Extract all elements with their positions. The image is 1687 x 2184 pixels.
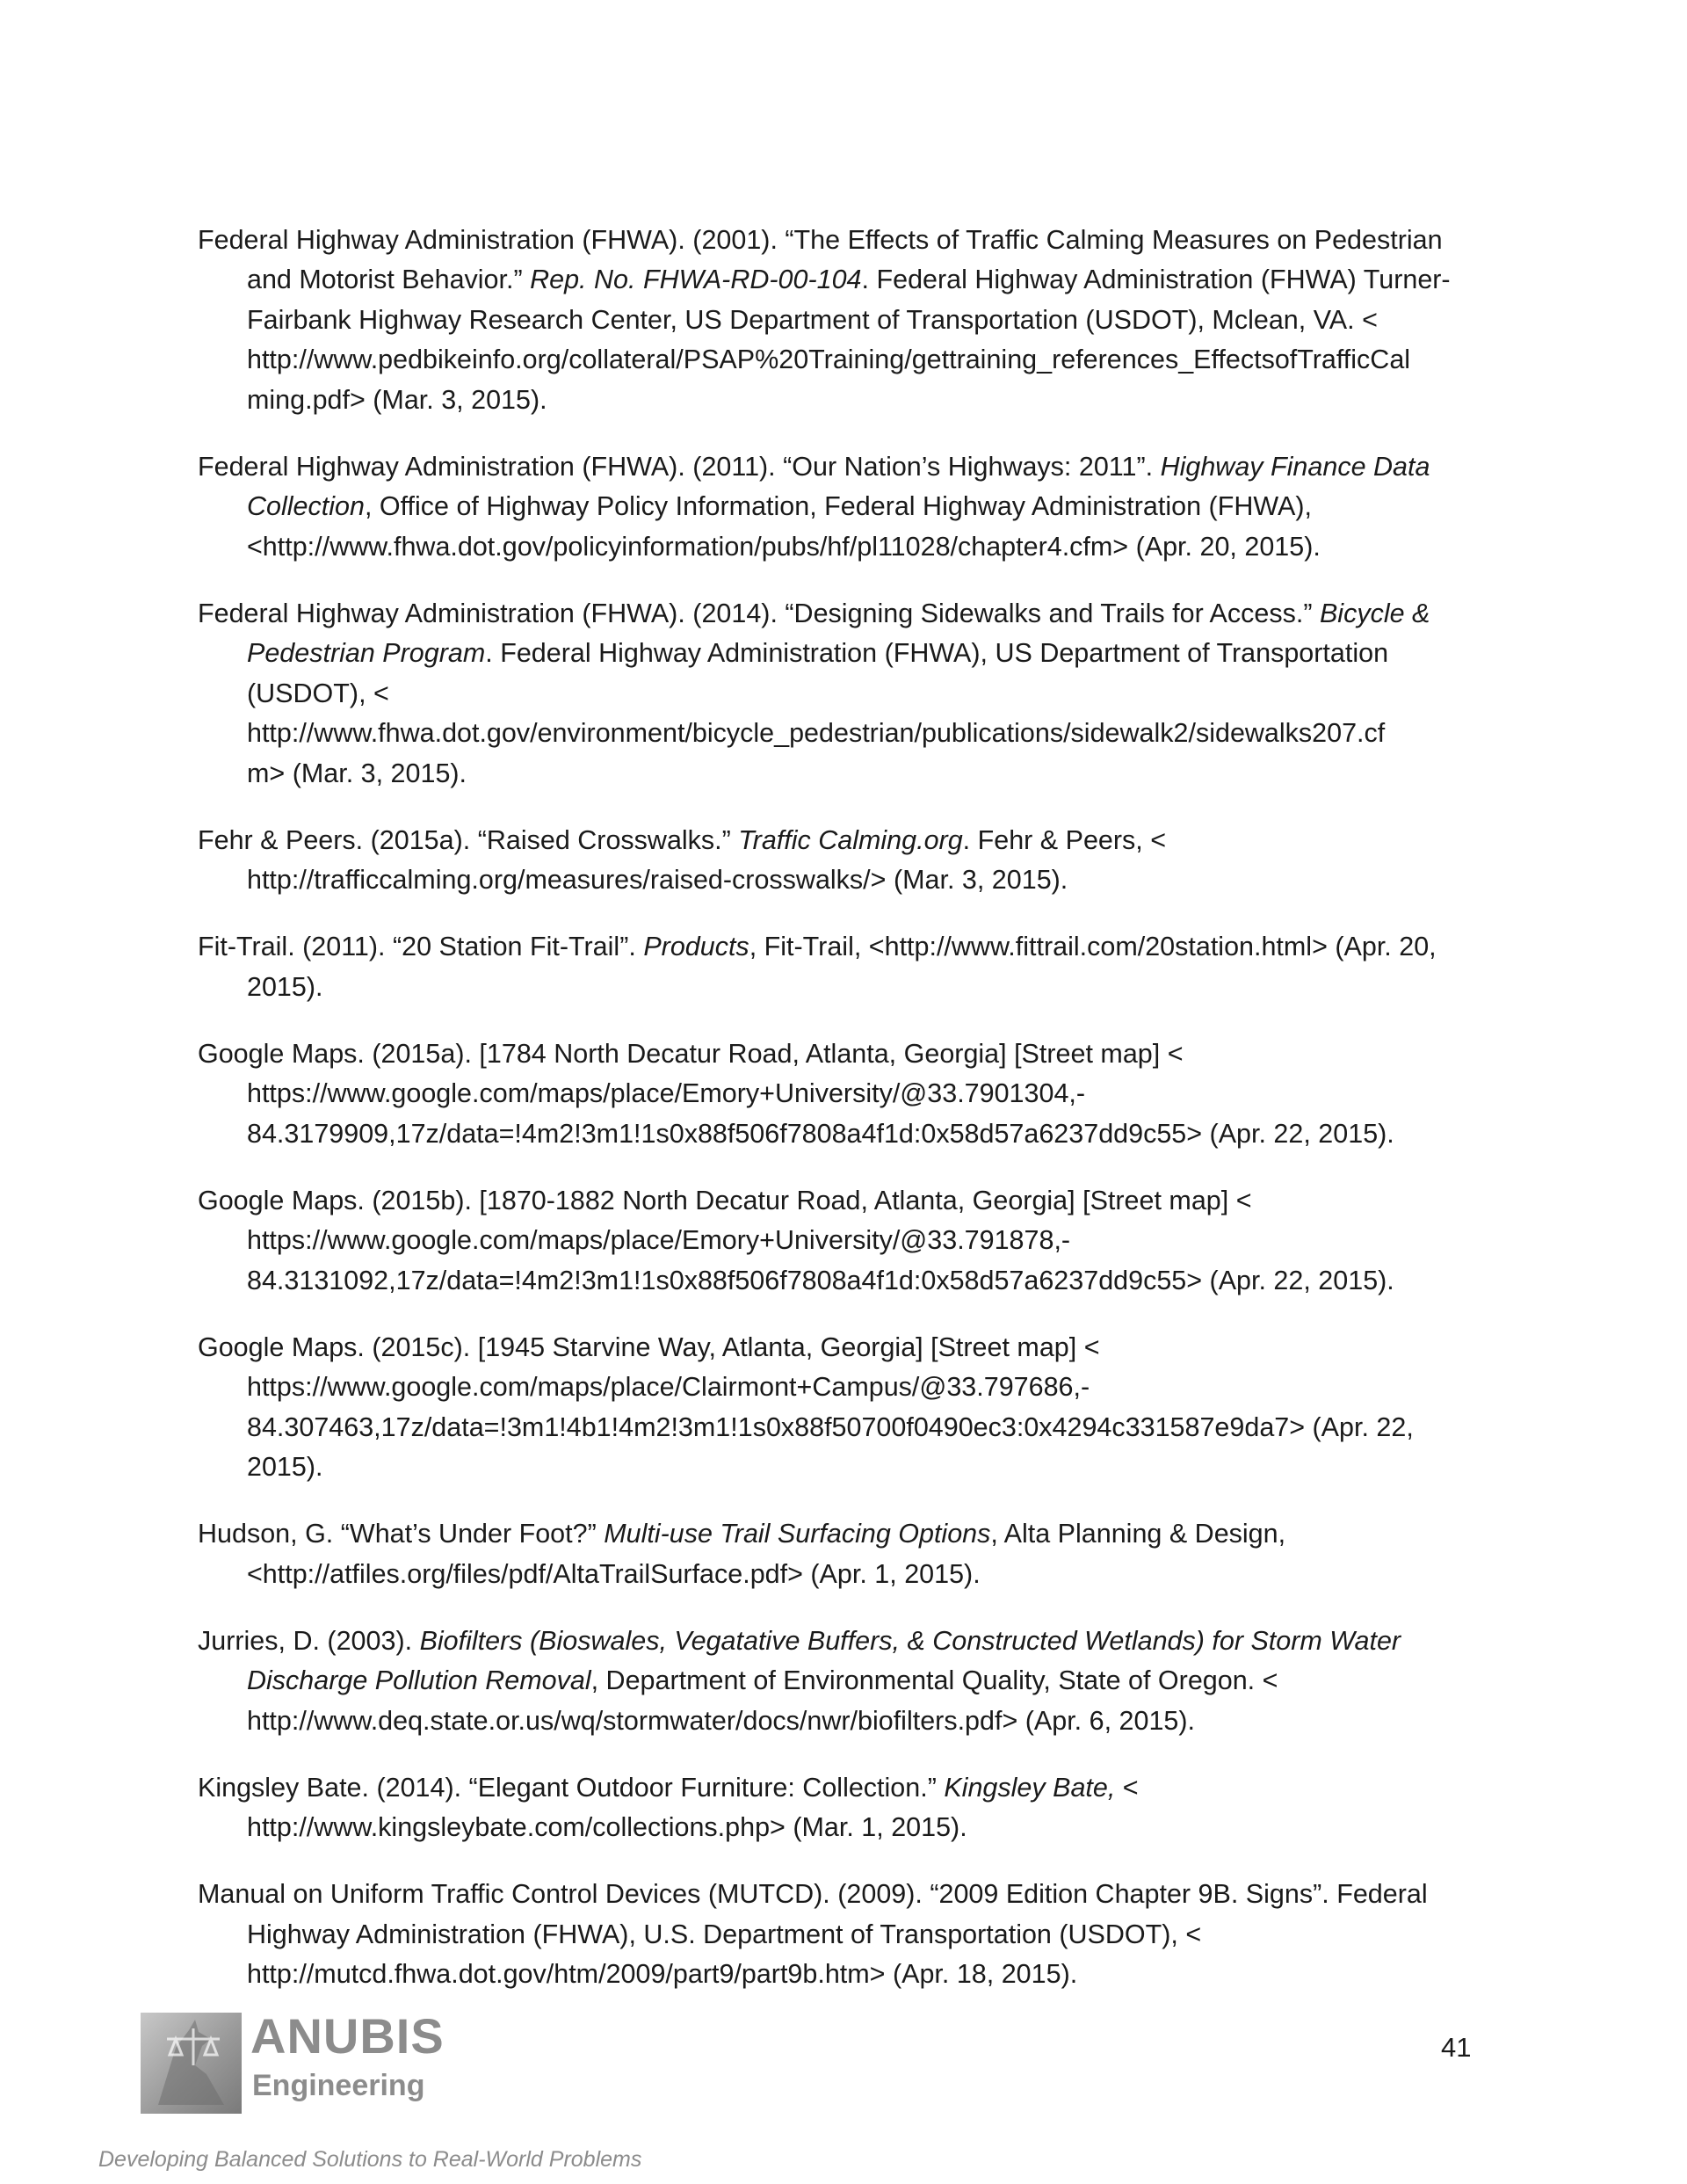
page-number: 41 [1441,2032,1472,2063]
reference-text: , Office of Highway Policy Information, Federal Highway Administration (FHWA), <http://www.fhwa.dot.gov/policyinformation/pubs/hf/pl11028/chapter4.cfm> (Apr. 20, 2015). [247,491,1321,562]
footer-tagline: Developing Balanced Solutions to Real-World Problems [98,2147,642,2172]
reference-text: , Fit-Trail, <http://www.fittrail.com/20station.html> (Apr. 20, 2015). [247,932,1437,1002]
reference-italic-title: Rep. No. FHWA-RD-00-104 [530,265,862,294]
company-logo [141,2008,445,2114]
reference-list [198,193,1481,2015]
reference-entry [198,1034,1481,1155]
reference-text: , Department of Environmental Quality, State of Oregon. < http://www.deq.state.or.us/wq/stormwater/docs/nwr/biofilters.pdf> (Apr. 6, 2015). [247,1665,1278,1736]
reference-text: Google Maps. (2015c). [1945 Starvine Way, Atlanta, Georgia] [Street map] < [198,1331,1100,1362]
reference-text: http://www.fhwa.dot.gov/environment/bicycle_pedestrian/publications/sidewalk2/sidewalks207.cf [247,718,1386,748]
reference-entry [198,594,1481,795]
reference-italic-title: Kingsley Bate, [944,1772,1116,1803]
reference-entry [198,821,1481,901]
reference-italic-title: Products [643,932,749,961]
reference-text: . Fehr & Peers, < http://trafficcalming.org/measures/raised-crosswalks/> (Mar. 3, 2015). [247,824,1167,895]
reference-text: Manual on Uniform Traffic Control Devices (MUTCD). (2009). “2009 Edition Chapter 9B. Signs”. Federal Highway Administration (FHWA), U.S. Department of Transportation (USDOT), < http://mutcd.fhwa.dot.gov/htm/2009/part9/part9b.htm> (Apr. 18, 2015). [198,1879,1428,1989]
reference-entry [198,1768,1481,1848]
reference-text: , Alta Planning & Design, <http://atfiles.org/files/pdf/AltaTrailSurface.pdf> (Apr. 1, 2015). [247,1519,1286,1589]
reference-italic-title: Multi-use Trail Surfacing Options [604,1519,991,1549]
anubis-logo-icon [141,2013,242,2114]
reference-text: Federal Highway Administration (FHWA). (2014). “Designing Sidewalks and Trails for Access.” [198,598,1320,628]
reference-text: https://www.google.com/maps/place/Emory+University/@33.7901304,- [247,1078,1086,1108]
reference-italic-title: Biofilters (Bioswales, Vegatative Buffers, & Constructed Wetlands) for Storm Water Discharge Pollution Removal [247,1625,1401,1695]
reference-text: Hudson, G. “What’s Under Foot?” [198,1519,605,1549]
reference-text: . Federal Highway Administration (FHWA) Turner-Fairbank Highway Research Center, US Department of Transportation (USDOT), Mclean, VA. < [247,265,1451,335]
reference-text: . Federal Highway Administration (FHWA), US Department of Transportation (USDOT), < [247,638,1389,708]
reference-text: Federal Highway Administration (FHWA). (2011). “Our Nation’s Highways: 2011”. [198,451,1161,482]
reference-text: Federal Highway Administration (FHWA). (2001). “The Effects of Traffic Calming Measures on Pedestrian and Motorist Behavior.” [198,224,1443,294]
logo-wordmark: ANUBIS [250,2008,445,2064]
reference-entry [198,1875,1481,1995]
reference-text: https://www.google.com/maps/place/Emory+University/@33.791878,- [247,1225,1071,1255]
reference-text: http://www.pedbikeinfo.org/collateral/PSAP%20Training/gettraining_references_EffectsofTrafficCal [247,345,1411,374]
reference-text: 84.3179909,17z/data=!4m2!3m1!1s0x88f506f7808a4f1d:0x58d57a6237dd9c55> (Apr. 22, 2015). [247,1118,1394,1149]
reference-entry [198,1181,1481,1302]
logo-subtitle: Engineering [252,2069,425,2102]
reference-entry [198,221,1481,421]
reference-text: https://www.google.com/maps/place/Clairmont+Campus/@33.797686,- [247,1372,1090,1402]
reference-text: http://www.kingsleybate.com/collections.php> (Mar. 1, 2015). [247,1812,967,1842]
reference-text: 84.307463,17z/data=!3m1!4b1!4m2!3m1!1s0x88f50700f0490ec3:0x4294c331587e9da7> (Apr. 22, 2015). [247,1411,1414,1482]
reference-entry [198,927,1481,1007]
reference-text: Google Maps. (2015a). [1784 North Decatur Road, Atlanta, Georgia] [Street map] < [198,1038,1184,1069]
reference-italic-title: Traffic Calming.org [738,824,963,855]
reference-text: < [1115,1772,1139,1803]
reference-entry [198,1514,1481,1594]
reference-text: Fit-Trail. (2011). “20 Station Fit-Trail”. [198,932,644,961]
reference-italic-title: Bicycle & Pedestrian Program [247,598,1430,668]
reference-text: Google Maps. (2015b). [1870-1882 North Decatur Road, Atlanta, Georgia] [Street map] < [198,1185,1252,1215]
reference-text: 84.3131092,17z/data=!4m2!3m1!1s0x88f506f7808a4f1d:0x58d57a6237dd9c55> (Apr. 22, 2015). [247,1265,1394,1295]
reference-text: Jurries, D. (2003). [198,1625,420,1656]
reference-text: m> (Mar. 3, 2015). [247,758,467,788]
reference-text: Kingsley Bate. (2014). “Elegant Outdoor Furniture: Collection.” [198,1772,945,1803]
reference-text: Fehr & Peers. (2015a). “Raised Crosswalks.” [198,824,739,855]
reference-text: ming.pdf> (Mar. 3, 2015). [247,384,547,415]
reference-italic-title: Highway Finance Data Collection [247,451,1430,521]
reference-entry [198,1622,1481,1742]
reference-entry [198,1328,1481,1488]
reference-entry [198,447,1481,568]
